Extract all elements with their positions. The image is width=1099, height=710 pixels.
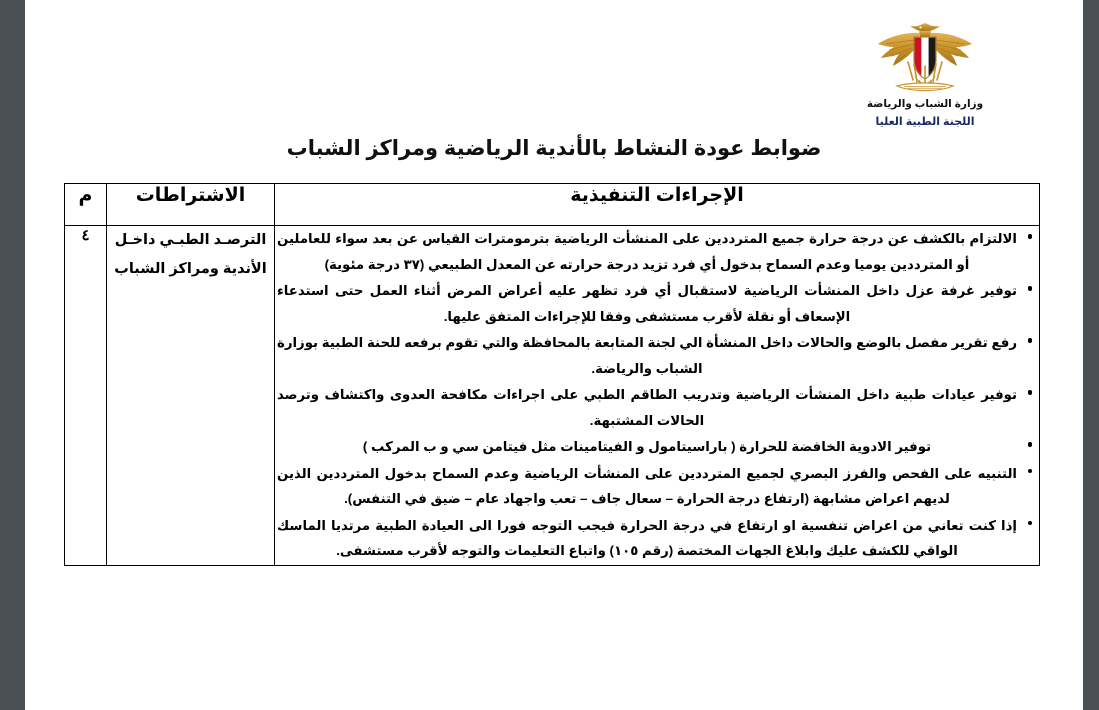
list-item <box>277 434 1017 460</box>
bullet-icon <box>1028 234 1033 239</box>
committee-name: اللجنة الطبية العليا <box>875 116 975 128</box>
list-item-text: إذا كنت تعاني من اعراض تنفسية او ارتفاع في درجة الحرارة فيجب التوجه فورا الى العيادة الطبية مرتديا الماسك الواقي للكشف عليك وابلاغ الجهات المختصة (رقم ١٠٥) واتباع التعليمات والتوجه لأقرب مستشفى. <box>277 517 1017 559</box>
procedures-list <box>275 226 1039 564</box>
list-item <box>277 226 1017 277</box>
list-item <box>277 330 1017 381</box>
page-title: ضوابط عودة النشاط بالأندية الرياضية ومراكز الشباب <box>286 137 822 160</box>
cell-requirement: الترصـد الطبـي داخـل الأندية ومراكز الشباب <box>107 226 275 566</box>
list-item-text: توفير غرفة عزل داخل المنشأت الرياضية لاستقبال أي فرد تظهر عليه أعراض المرض أثناء العمل حتى استدعاء الإسعاف أو نقلة لأقرب مستشفى وفقا للإجراءات المتفق عليها. <box>277 283 1017 324</box>
bullet-icon <box>1028 390 1033 395</box>
column-header-number: م <box>65 184 107 226</box>
bullet-icon <box>1028 469 1033 474</box>
list-item <box>277 278 1017 329</box>
requirements-table <box>64 183 1040 566</box>
bullet-icon <box>1028 286 1033 291</box>
bullet-icon <box>1028 521 1033 526</box>
list-item-text: توفير الادوية الخافضة للحرارة ( باراسيتامول و الفيتامينات مثل فيتامن سي و ب المركب ) <box>362 439 932 455</box>
column-header-procedures: الإجراءات التنفيذية <box>275 184 1040 226</box>
list-item-text: رفع تقرير مفصل بالوضع والحالات داخل المنشأة الي لجنة المتابعة بالمحافظة والتي تقوم برفعه للحنة الطبية بوزارة الشباب والرياضة. <box>277 335 1017 376</box>
list-item-text: توفير عيادات طبية داخل المنشأت الرياضية وتدريب الطاقم الطبي على اجراءات مكافحة العدوى واكتشاف وترصد الحالات المشتبهة. <box>277 387 1017 428</box>
table-row <box>65 226 1040 566</box>
bullet-icon <box>1028 338 1033 343</box>
list-item-text: الالتزام بالكشف عن درجة حرارة جميع المترددين على المنشأت الرياضية بترمومترات القياس عن بعد سواء للعاملين أو المترددين يوميا وعدم السماح بدخول أي فرد تزيد درجة حرارته عن المعدل الطبيعي (٣٧ درجة مئوية) <box>277 231 1017 272</box>
list-item <box>277 461 1017 512</box>
table-header-row <box>65 184 1040 226</box>
document-header <box>825 18 1025 128</box>
list-item <box>277 513 1017 564</box>
document-page <box>25 0 1083 710</box>
ministry-name: وزارة الشباب والرياضة <box>866 98 984 110</box>
cell-row-number: ٤ <box>65 226 107 566</box>
egypt-eagle-of-saladin-emblem <box>825 18 1025 96</box>
bullet-icon <box>1028 442 1033 447</box>
column-header-requirements: الاشتراطات <box>107 184 275 226</box>
cell-procedures <box>275 226 1040 566</box>
list-item-text: التنبيه على الفحص والفرز البصري لجميع المترددين على المنشأت الرياضية وعدم السماح بدخول المترددين الذين لديهم اعراض مشابهة (ارتفاع درجة الحرارة – سعال جاف – تعب واجهاد عام – ضيق في التنفس). <box>277 465 1017 507</box>
list-item <box>277 382 1017 433</box>
